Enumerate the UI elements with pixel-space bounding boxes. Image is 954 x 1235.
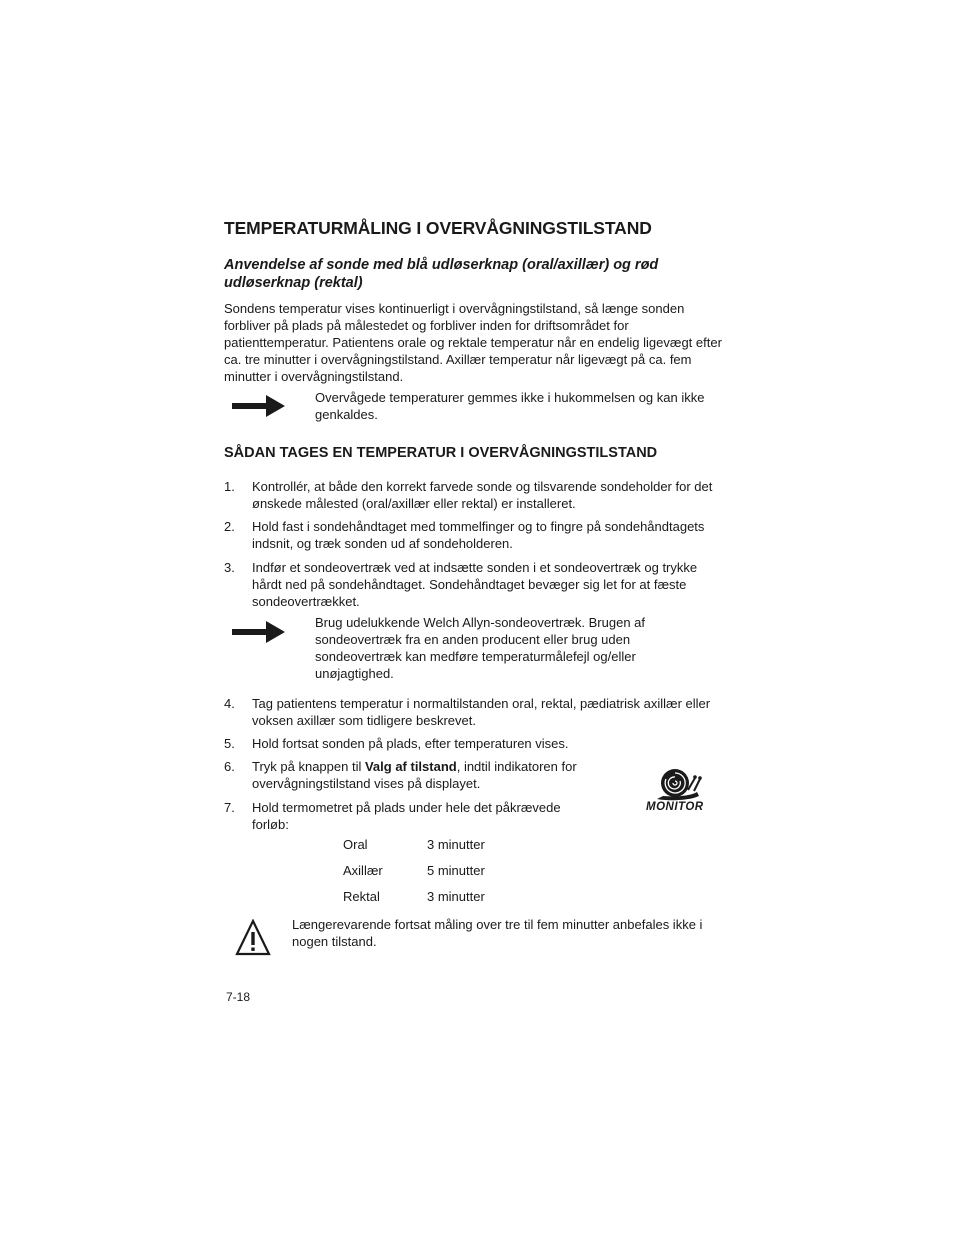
mode-button-name: Valg af tilstand (364, 759, 457, 774)
arrow-right-icon (232, 394, 286, 418)
snail-icon (655, 766, 703, 802)
note-probe-covers: Brug udelukkende Welch Allyn-sondeovertræk. Brugen af sondeovertræk fra en anden producent eller brug uden sondeovertræk kan medføre temperaturmålefejl og/eller unøjagtighed. (315, 615, 646, 681)
warning-triangle-icon (235, 919, 271, 956)
page-title: TEMPERATURMÅLING I OVERVÅGNINGSTILSTAND (224, 218, 652, 238)
monitor-label: MONITOR (646, 801, 704, 813)
section-heading: SÅDAN TAGES EN TEMPERATUR I OVERVÅGNINGSTILSTAND (224, 445, 658, 461)
arrow-right-icon (232, 620, 286, 644)
subheading: Anvendelse af sonde med blå udløserknap (oral/axillær) og rød udløserknap (rektal) (224, 257, 659, 291)
intro-paragraph: Sondens temperatur vises kontinuerligt i overvågningstilstand, så længe sonden forbliver på plads på målestedet og forbliver inden for driftsområdet for patienttemperatur. Patientens orale og rektale temperatur når en endelig ligevægt efter ca. tre minutter i overvågningstilstand. Axillær temperatur når ligevægt på ca. fem minutter i overvågningstilstand. (224, 301, 722, 384)
warning-text: Længerevarende fortsat måling over tre til fem minutter anbefales ikke i nogen tilstand. (292, 917, 703, 949)
page-number: 7-18 (226, 990, 251, 1004)
note-memory: Overvågede temperaturer gemmes ikke i hukommelsen og kan ikke genkaldes. (315, 390, 705, 422)
